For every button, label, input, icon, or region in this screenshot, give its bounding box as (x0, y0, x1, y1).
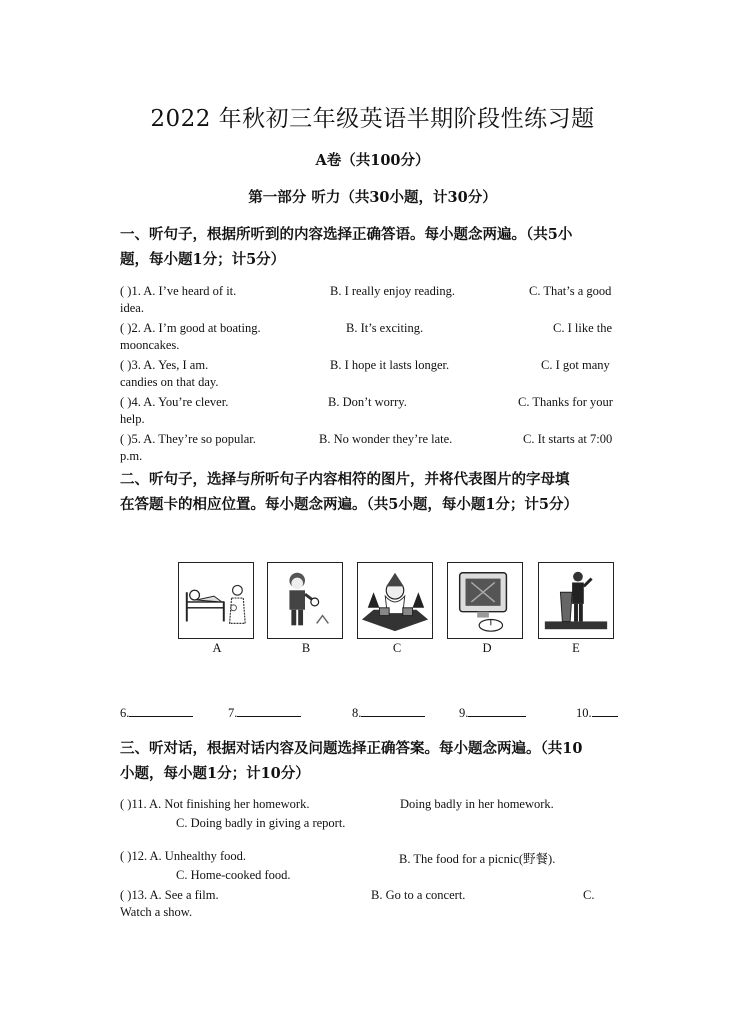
question-13-c: C. (583, 888, 595, 902)
picture-label-a: A (212, 641, 222, 655)
question-3-b: B. I hope it lasts longer. (330, 358, 450, 372)
question-2-cont: mooncakes. (120, 338, 180, 352)
picture-label-e: E (572, 641, 580, 655)
question-5-b: B. No wonder they’re late. (319, 432, 453, 446)
question-4-cont: help. (120, 412, 145, 426)
santa-claus-icon (358, 563, 432, 638)
picture-d (447, 562, 523, 639)
question-13-a: ( )13. A. See a film. (120, 888, 219, 902)
question-3-a: ( )3. A. Yes, I am. (120, 358, 209, 372)
question-13-b: B. Go to a concert. (371, 888, 466, 902)
question-5-a: ( )5. A. They’re so popular. (120, 432, 256, 446)
question-1-cont: idea. (120, 301, 144, 315)
computer-icon (448, 563, 522, 638)
part-heading: 第一部分 听力（共30小题，计30分） (248, 189, 497, 206)
boy-with-ball-icon (268, 563, 342, 638)
question-11-c: C. Doing badly in giving a report. (176, 816, 346, 830)
question-13-cont: Watch a show. (120, 905, 193, 919)
question-5-cont: p.m. (120, 449, 143, 463)
paper-a-heading: A卷（共100分） (315, 152, 430, 169)
question-4-c: C. Thanks for your (518, 395, 613, 409)
section2-instructions-cont: 在答题卡的相应位置。每小题念两遍。（共5小题，每小题1分；计5分） (120, 496, 579, 513)
answer-blank-8[interactable]: 8. (352, 704, 425, 721)
page-title: 2022 年秋初三年级英语半期阶段性练习题 (150, 106, 595, 132)
question-2-b: B. It’s exciting. (346, 321, 424, 335)
question-1-a: ( )1. A. I’ve heard of it. (120, 284, 237, 298)
answer-blank-7[interactable]: 7. (228, 704, 301, 721)
question-2-a: ( )2. A. I’m good at boating. (120, 321, 261, 335)
question-5-c: C. It starts at 7:00 (523, 432, 613, 446)
question-4-a: ( )4. A. You’re clever. (120, 395, 229, 409)
picture-a (178, 562, 254, 639)
section3-instructions-cont: 小题，每小题1分；计10分） (120, 765, 310, 782)
question-4-b: B. Don’t worry. (328, 395, 407, 409)
question-12-b: B. The food for a picnic(野餐). (399, 852, 556, 866)
question-1-b: B. I really enjoy reading. (330, 284, 455, 298)
speaker-podium-icon (539, 563, 613, 638)
picture-c (357, 562, 433, 639)
question-1-c: C. That’s a good (529, 284, 612, 298)
picture-e (538, 562, 614, 639)
answer-blank-9[interactable]: 9. (459, 704, 526, 721)
picture-b (267, 562, 343, 639)
picture-label-c: C (392, 641, 402, 655)
section2-instructions: 二、听句子，选择与所听句子内容相符的图片，并将代表图片的字母填 (120, 471, 570, 488)
question-12-c: C. Home-cooked food. (176, 868, 291, 882)
section3-instructions: 三、听对话，根据对话内容及问题选择正确答案。每小题念两遍。（共10 (120, 740, 583, 757)
section1-instructions-cont: 题，每小题1分；计5分） (120, 251, 286, 268)
answer-blank-10[interactable]: 10. (576, 704, 618, 721)
section1-instructions: 一、听句子，根据所听到的内容选择正确答语。每小题念两遍。（共5小 (120, 226, 573, 243)
question-11-a: ( )11. A. Not finishing her homework. (120, 797, 310, 811)
question-12-a: ( )12. A. Unhealthy food. (120, 849, 247, 863)
picture-label-b: B (301, 641, 311, 655)
question-3-cont: candies on that day. (120, 375, 219, 389)
picture-label-d: D (482, 641, 492, 655)
question-2-c: C. I like the (553, 321, 613, 335)
answer-blank-6[interactable]: 6. (120, 704, 193, 721)
hospital-bed-icon (179, 563, 253, 638)
question-11-b: Doing badly in her homework. (400, 797, 554, 811)
question-3-c: C. I got many (541, 358, 610, 372)
